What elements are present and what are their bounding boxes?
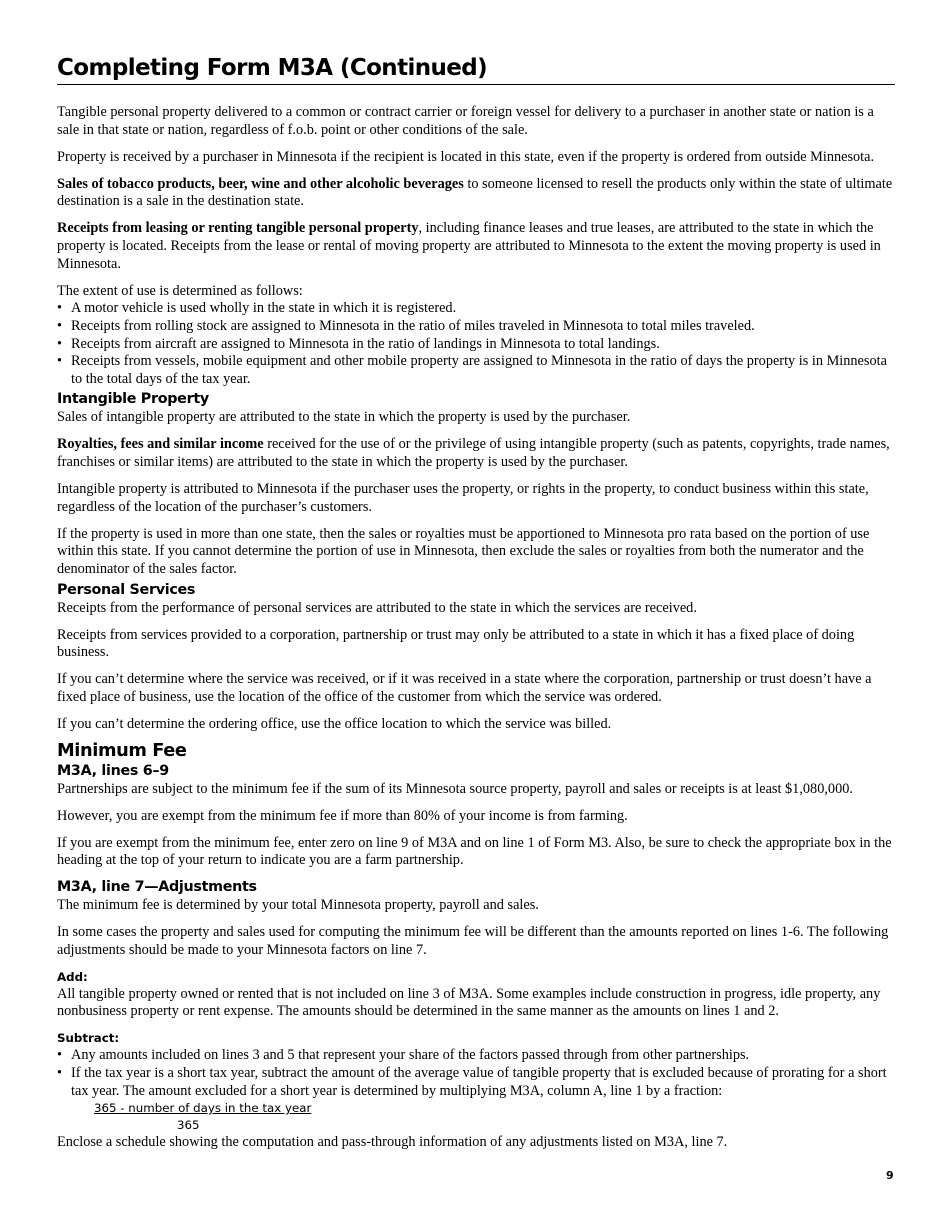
extent-intro: The extent of use is determined as follows: <box>57 282 303 299</box>
page-content <box>57 52 895 1152</box>
bold-lead: Royalties, fees and similar income <box>57 436 264 453</box>
fraction-numerator: 365 - number of days in the tax year <box>94 1101 312 1116</box>
list-item: • A motor vehicle is used wholly in the state in which it is registered. <box>57 300 895 318</box>
add-label: Add: <box>57 969 88 984</box>
paragraph: If you are exempt from the minimum fee, enter zero on line 9 of M3A and on line 1 of Form M3. Also, be sure to check the appropriate box in the heading at the top of your return to indicate you are a farm partnership. <box>57 834 892 869</box>
subheading-lines-6-9: M3A, lines 6–9 <box>57 762 169 779</box>
paragraph: In some cases the property and sales used for computing the minimum fee will be different than the amounts reported on lines 1-6. The following adjustments should be made to your Minnesota factors on line 7. <box>57 924 889 958</box>
enclose-schedule-note: Enclose a schedule showing the computation and pass-through information of any adjustments listed on M3A, line 7. <box>57 1134 728 1151</box>
paragraph: However, you are exempt from the minimum fee if more than 80% of your income is from farming. <box>57 807 628 824</box>
paragraph-received-in-minnesota: Property is received by a purchaser in Minnesota if the recipient is located in this state, even if the property is ordered from outside Minnesota. <box>57 148 875 165</box>
paragraph-tobacco-alcohol: Sales of tobacco products, beer, wine and other alcoholic beverages to someone licensed to resell the products only within the state of ultimate destination is a sale in the destination state. <box>57 175 893 210</box>
paragraph: If you can’t determine where the service was received, or if it was received in a state where the corporation, partnership or trust doesn’t have a fixed place of business, use the location of the office of the customer from which the service was ordered. <box>57 671 872 705</box>
paragraph-royalties: Royalties, fees and similar income received for the use of or the privilege of using intangible property (such as patents, copyrights, trade names, franchises or similar items) are attributed to the state in which the property is used by the purchaser. <box>57 436 890 470</box>
list-item: • Receipts from rolling stock are assigned to Minnesota in the ratio of miles traveled in Minnesota to total miles traveled. <box>57 318 895 336</box>
heading-line-7-adjustments: M3A, line 7—Adjustments <box>57 879 257 895</box>
document-body <box>57 104 895 1152</box>
paragraph: Sales of intangible property are attributed to the state in which the property is used by the purchaser. <box>57 409 631 426</box>
page-number: 9 <box>886 1169 894 1182</box>
page-title: Completing Form M3A (Continued) <box>57 52 895 85</box>
list-item: • Receipts from vessels, mobile equipment and other mobile property are assigned to Minnesota in the ratio of days the property is in Minnesota to the total days of the tax year. <box>57 353 895 388</box>
list-item: • Receipts from aircraft are assigned to Minnesota in the ratio of landings in Minnesota to total landings. <box>57 336 895 354</box>
paragraph: The minimum fee is determined by your total Minnesota property, payroll and sales. <box>57 897 539 913</box>
paragraph: Partnerships are subject to the minimum fee if the sum of its Minnesota source property, payroll and sales or receipts is at least $1,080,000. <box>57 780 853 797</box>
paragraph: If you can’t determine the ordering office, use the office location to which the service was billed. <box>57 716 612 733</box>
bold-lead: Sales of tobacco products, beer, wine and other alcoholic beverages <box>57 175 464 192</box>
paragraph-carrier-delivery: Tangible personal property delivered to a common or contract carrier or foreign vessel for delivery to a purchaser in another state or nation is a sale in that state or nation, regardless of f.o.b. point or other conditions of the sale. <box>57 104 874 138</box>
paragraph-leasing: Receipts from leasing or renting tangible personal property, including finance leases and true leases, are attributed to the state in which the property is located. Receipts from the lease or rental of moving property are attributed to Minnesota to the extent the moving property is used in Minnesota. <box>57 220 881 272</box>
heading-minimum-fee: Minimum Fee <box>57 739 187 761</box>
list-item: • If the tax year is a short tax year, subtract the amount of the average value of tangible property that is excluded because of prorating for a short tax year. The amount excluded for a short year is determined by multiplying M3A, column A, line 1 by a fraction: <box>57 1065 895 1100</box>
extent-list <box>57 300 895 388</box>
paragraph: Receipts from the performance of personal services are attributed to the state in which the services are received. <box>57 599 697 616</box>
fraction <box>57 1100 895 1134</box>
heading-personal-services: Personal Services <box>57 581 196 598</box>
list-item: • Any amounts included on lines 3 and 5 that represent your share of the factors passed through from other partnerships. <box>57 1047 895 1065</box>
fraction-denominator: 365 <box>177 1118 200 1133</box>
heading-intangible-property: Intangible Property <box>57 391 209 408</box>
subtract-list <box>57 1047 895 1100</box>
subtract-label: Subtract: <box>57 1031 120 1046</box>
paragraph-add: All tangible property owned or rented that is not included on line 3 of M3A. Some examples include construction in progress, idle property, any nonbusiness property or rent expense. The amounts should be determined in the same manner as the amounts on lines 1 and 2. <box>57 985 881 1020</box>
paragraph: Receipts from services provided to a corporation, partnership or trust may only be attributed to a state in which it has a fixed place of doing business. <box>57 626 855 661</box>
paragraph: Intangible property is attributed to Minnesota if the purchaser uses the property, or rights in the property, to conduct business within this state, regardless of the location of the purchaser’s customers. <box>57 481 869 515</box>
extent-of-use <box>57 283 895 389</box>
bold-lead: Receipts from leasing or renting tangible personal property <box>57 220 419 237</box>
paragraph: If the property is used in more than one state, then the sales or royalties must be apportioned to Minnesota pro rata based on the portion of use within this state. If you cannot determine the portion of use in Minnesota, then exclude the sales or royalties from both the numerator and the denominator of the sales factor. <box>57 525 870 577</box>
